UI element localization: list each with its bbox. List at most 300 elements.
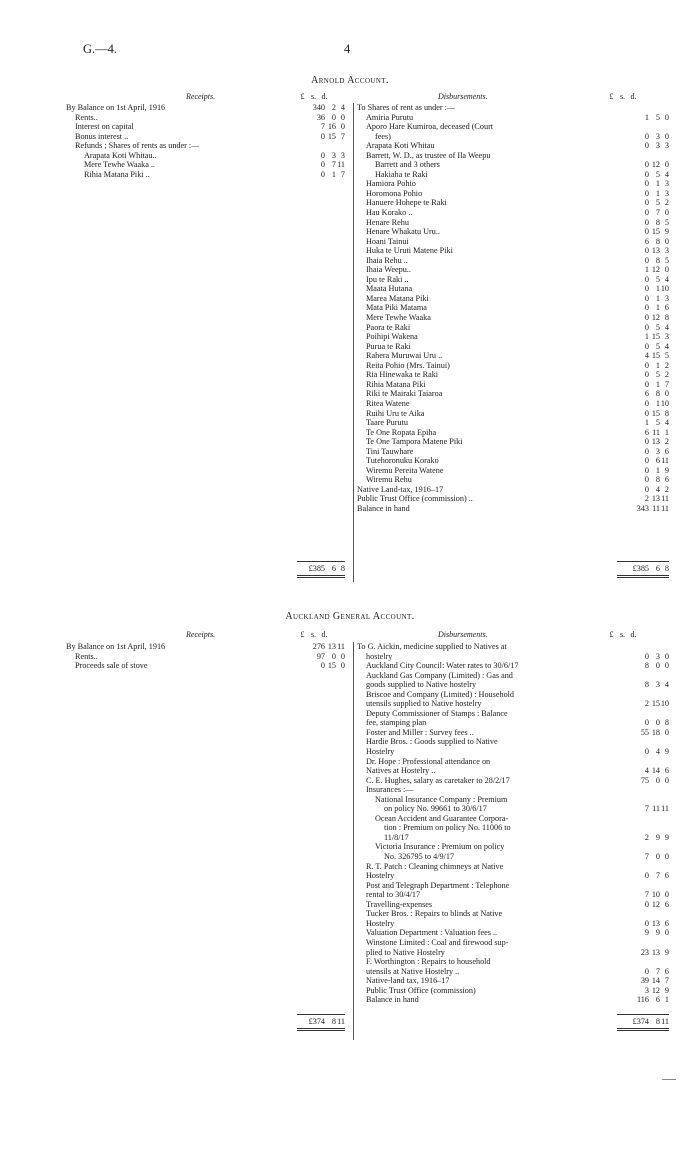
amount-shillings: 1 [655, 379, 660, 389]
ledger-line [357, 785, 669, 795]
ledger-line-amount [621, 766, 669, 776]
amount-pence: 3 [664, 332, 669, 342]
ledger-line [357, 189, 669, 199]
ledger-line-description: Wiremu Rehu [366, 475, 412, 485]
amount-shillings: 7 [655, 208, 660, 218]
ledger-line-description: Briscoe and Company (Limited) : Household [366, 689, 515, 699]
amount-shillings: 15 [651, 227, 660, 237]
amount-pounds: 0 [644, 160, 649, 170]
ledger-line-description: Dr. Hope : Professional attendance on [366, 756, 491, 766]
ledger-line-description: Huka te Uruti Matene Piki [366, 246, 453, 256]
ledger-line [66, 642, 345, 652]
ledger-line-description: Rahera Muruwai Uru .. [366, 351, 443, 361]
amount-shillings: 1 [655, 398, 660, 408]
amount-shillings: 5 [655, 274, 660, 284]
ledger-line [357, 370, 669, 380]
ledger-line-amount [621, 747, 669, 757]
amount-pence: 6 [664, 766, 669, 776]
amount-pounds: 7 [644, 852, 649, 862]
amount-pounds: 6 [644, 236, 649, 246]
ledger-line [357, 409, 669, 419]
ledger-line [357, 179, 669, 189]
amount-shillings: 12 [651, 265, 660, 275]
ledger-line [357, 776, 669, 786]
amount-shillings: 1 [655, 360, 660, 370]
amount-pence: 3 [664, 246, 669, 256]
ledger-line-amount [621, 332, 669, 342]
ledger-line-description: Poihipi Wakena [366, 332, 418, 342]
ledger-line-amount [297, 661, 345, 671]
amount-pence: 2 [664, 370, 669, 380]
ledger-line [357, 494, 669, 504]
amount-pence: 8 [664, 313, 669, 323]
amount-shillings: 11 [652, 503, 660, 513]
amount-pounds: 4 [644, 351, 649, 361]
ledger-line-description: plied to Native Hostelry [366, 947, 445, 957]
ledger-line-amount [621, 804, 669, 814]
ledger-line [357, 208, 669, 218]
ledger-line [357, 680, 669, 690]
amount-pounds: 340 [312, 103, 325, 112]
ledger-line [357, 246, 669, 256]
amount-pence: 3 [664, 293, 669, 303]
ledger-line [357, 113, 669, 123]
ledger-line-description: fees) [375, 131, 391, 141]
amount-pence: 4 [664, 274, 669, 284]
ledger-line [357, 418, 669, 428]
ledger-line [357, 986, 669, 996]
ledger-line [357, 795, 669, 805]
auckland-receipts-underline [297, 1028, 345, 1029]
ledger-line [357, 709, 669, 719]
ledger-line-description: Ocean Accident and Guarantee Corpora- [375, 813, 509, 823]
amount-shillings: 14 [651, 766, 660, 776]
amount-pence: 9 [664, 832, 669, 842]
amount-pounds: 0 [644, 475, 649, 485]
amount-shillings: 4 [655, 484, 660, 494]
ledger-line-description: Barrett and 3 others [375, 160, 440, 170]
auckland-disbursements-list [357, 642, 669, 1005]
amount-shillings: 1 [655, 179, 660, 189]
amount-shillings: 5 [655, 169, 660, 179]
ledger-line-description: Horomona Pohio [366, 188, 423, 198]
amount-pounds: 1 [644, 265, 649, 275]
ledger-line-description: Hostelry [366, 747, 395, 757]
ledger-line-description: National Insurance Company : Premium [375, 794, 508, 804]
ledger-line-description: fee, stamping plan [366, 718, 427, 728]
ledger-line-description: Aporo Hare Kumiroa, deceased (Court [366, 122, 494, 132]
amount-pence: 3 [664, 141, 669, 151]
amount-pence: 6 [664, 475, 669, 485]
ledger-line-description: By Balance on 1st April, 1916 [66, 642, 166, 651]
ledger-line [357, 804, 669, 814]
arnold-receipts-heading: Receipts. [186, 92, 216, 101]
ledger-line [357, 313, 669, 323]
amount-pounds: 0 [644, 408, 649, 418]
amount-pence: 2 [664, 484, 669, 494]
ledger-line [357, 757, 669, 767]
arnold-account-title: Arnold Account. [311, 75, 389, 86]
ledger-line-description: Ritea Watene [366, 398, 410, 408]
amount-pounds: 39 [640, 976, 649, 986]
ledger-line-description: Henare Whakatu Uru.. [366, 227, 440, 237]
ledger-line [357, 928, 669, 938]
ledger-line-description: Natives at Hostelry .. [366, 766, 436, 776]
ledger-line-amount [297, 113, 345, 123]
amount-shillings: 7 [655, 871, 660, 881]
ledger-line-amount [621, 256, 669, 266]
ledger-line [357, 389, 669, 399]
ledger-line-description: Public Trust Office (commission) [366, 985, 476, 995]
ledger-line [357, 399, 669, 409]
page-header [0, 42, 700, 59]
ledger-line [357, 218, 669, 228]
amount-pence: 0 [664, 160, 669, 170]
arnold-disbursements-underline [617, 575, 669, 576]
ledger-line-amount [621, 313, 669, 323]
amount-pence: 7 [340, 131, 345, 141]
auckland-disbursements-underline [617, 1028, 669, 1029]
ledger-line-description: Paora te Raki [366, 322, 411, 332]
amount-pounds: 0 [644, 871, 649, 881]
amount-pence: 9 [664, 947, 669, 957]
ledger-line-description: Refunds ; Shares of rents as under :— [75, 141, 200, 151]
amount-pounds: 3 [644, 985, 649, 995]
amount-pounds: 55 [640, 727, 649, 737]
amount-pence: 8 [664, 718, 669, 728]
amount-pence: 10 [660, 398, 669, 408]
amount-pence: 0 [664, 661, 669, 671]
amount-shillings: 5 [655, 198, 660, 208]
ledger-line [357, 862, 669, 872]
amount-pounds: 0 [644, 208, 649, 218]
ledger-line-description: Bonus interest .. [75, 131, 129, 141]
arnold-disbursements-list [357, 103, 669, 514]
amount-shillings: 4 [655, 747, 660, 757]
amount-pence: 4 [664, 169, 669, 179]
ledger-line-amount [621, 380, 669, 390]
arnold-disbursements-total: £385 6 8 [632, 564, 669, 573]
ledger-line-description: Balance in hand [357, 503, 410, 513]
arnold-receipts-total: £385 6 8 [308, 564, 345, 573]
amount-pounds: 343 [636, 503, 649, 513]
amount-pounds: 0 [644, 198, 649, 208]
amount-pounds: 0 [644, 246, 649, 256]
ledger-line-amount [621, 890, 669, 900]
ledger-line-description: Foster and Miller : Survey fees .. [366, 727, 474, 737]
auckland-disbursements-total: £374 8 11 [632, 1017, 669, 1026]
amount-pence: 4 [664, 322, 669, 332]
ledger-line-description: Deputy Commissioner of Stamps : Balance [366, 708, 508, 718]
amount-pounds: 0 [644, 718, 649, 728]
amount-pence: 6 [664, 871, 669, 881]
ledger-line [357, 151, 669, 161]
auckland-receipts-list [66, 642, 345, 671]
amount-pence: 0 [664, 651, 669, 661]
ledger-line-description: R. T. Patch : Cleaning chimneys at Native [366, 861, 504, 871]
ledger-line-amount [621, 447, 669, 457]
ledger-line [66, 652, 345, 662]
ledger-line-description: goods supplied to Native hostelry [366, 680, 477, 690]
ledger-line-amount [621, 652, 669, 662]
ledger-line-description: 11/8/17 [384, 832, 409, 842]
ledger-line-description: Native Land-tax, 1916–17 [357, 484, 444, 494]
amount-shillings: 8 [655, 389, 660, 399]
ledger-line-amount [621, 928, 669, 938]
amount-pounds: 0 [644, 169, 649, 179]
amount-shillings: 13 [651, 947, 660, 957]
ledger-line-description: To G. Aickin, medicine supplied to Natives at [357, 642, 507, 651]
ledger-line-description: Native-land tax, 1916–17 [366, 976, 450, 986]
amount-pence: 1 [664, 427, 669, 437]
amount-pence: 11 [337, 160, 345, 170]
amount-pounds: 1 [644, 418, 649, 428]
ledger-line [66, 122, 345, 132]
ledger-line-amount [621, 113, 669, 123]
amount-pence: 0 [664, 131, 669, 141]
ledger-line [357, 881, 669, 891]
amount-shillings: 6 [655, 995, 660, 1005]
amount-shillings: 0 [655, 775, 660, 785]
amount-shillings: 15 [327, 131, 336, 141]
ledger-line-amount [621, 399, 669, 409]
ledger-line-amount [297, 160, 345, 170]
ledger-line [357, 766, 669, 776]
amount-shillings: 5 [655, 418, 660, 428]
ledger-line [357, 428, 669, 438]
amount-shillings: 3 [655, 446, 660, 456]
amount-pence: 4 [664, 418, 669, 428]
arnold-disbursements-rule [617, 561, 669, 562]
ledger-line-amount [621, 351, 669, 361]
ledger-line-amount [621, 680, 669, 690]
amount-shillings: 0 [331, 651, 336, 661]
amount-shillings: 13 [651, 437, 660, 447]
ledger-line-amount [621, 389, 669, 399]
amount-shillings: 8 [655, 255, 660, 265]
auckland-disbursements-heading: Disbursements. [438, 630, 488, 639]
amount-pence: 5 [664, 255, 669, 265]
amount-pounds: 0 [320, 150, 325, 160]
ledger-line-amount [621, 170, 669, 180]
arnold-receipts-underline [297, 575, 345, 576]
ledger-line [357, 294, 669, 304]
ledger-line-amount [621, 428, 669, 438]
amount-pence: 4 [664, 680, 669, 690]
ledger-line-amount [621, 361, 669, 371]
amount-shillings: 0 [655, 718, 660, 728]
amount-pounds: 23 [640, 947, 649, 957]
amount-pence: 3 [664, 188, 669, 198]
amount-shillings: 9 [655, 928, 660, 938]
ledger-line [357, 823, 669, 833]
amount-pounds: 2 [644, 699, 649, 709]
ledger-line-description: Hakiaha te Raki [375, 169, 428, 179]
amount-shillings: 1 [331, 169, 336, 179]
ledger-line [357, 170, 669, 180]
ledger-line-description: Ipu te Raki .. [366, 274, 409, 284]
ledger-line-amount [621, 995, 669, 1005]
amount-pence: 4 [664, 341, 669, 351]
ledger-line-amount [621, 179, 669, 189]
amount-pounds: 2 [644, 494, 649, 504]
auckland-divider [353, 642, 354, 1040]
ledger-line-description: Tutehoronuku Korako [366, 456, 439, 466]
ledger-line [357, 967, 669, 977]
report-reference: G.—4. [83, 42, 118, 56]
amount-shillings: 13 [651, 246, 660, 256]
amount-shillings: 14 [651, 976, 660, 986]
ledger-line [357, 690, 669, 700]
amount-shillings: 10 [651, 890, 660, 900]
ledger-line [357, 380, 669, 390]
ledger-line-amount [621, 871, 669, 881]
amount-pence: 9 [664, 227, 669, 237]
ledger-line-amount [297, 642, 345, 652]
ledger-line [357, 332, 669, 342]
amount-pounds: 0 [644, 255, 649, 265]
amount-pence: 2 [664, 198, 669, 208]
ledger-line-amount [621, 246, 669, 256]
ledger-line-amount [621, 342, 669, 352]
arnold-receipts-list [66, 103, 345, 179]
amount-pounds: 9 [644, 928, 649, 938]
amount-pounds: 2 [644, 832, 649, 842]
ledger-line-amount [621, 967, 669, 977]
ledger-line-description: hostelry [366, 651, 393, 661]
ledger-line-description: Te One Ropata Epiha [366, 427, 437, 437]
ledger-line-amount [621, 456, 669, 466]
amount-pence: 3 [664, 179, 669, 189]
ledger-line-amount [621, 504, 669, 514]
ledger-line [357, 351, 669, 361]
amount-shillings: 0 [655, 852, 660, 862]
ledger-line-description: Amiria Purutu [366, 112, 414, 122]
ledger-line [66, 661, 345, 671]
ledger-line-description: Tini Tauwhare [366, 446, 414, 456]
ledger-line-amount [621, 776, 669, 786]
amount-pence: 5 [664, 217, 669, 227]
ledger-line-description: Rents.. [75, 112, 98, 122]
ledger-line-amount [621, 976, 669, 986]
ledger-line [357, 437, 669, 447]
arnold-disbursements-heading: Disbursements. [438, 92, 488, 101]
ledger-line-amount [621, 466, 669, 476]
amount-pounds: 0 [644, 651, 649, 661]
arnold-receipts-underline-2 [297, 577, 345, 578]
ledger-line [357, 361, 669, 371]
amount-shillings: 12 [651, 160, 660, 170]
amount-pence: 6 [664, 899, 669, 909]
amount-pounds: 116 [637, 995, 649, 1005]
amount-shillings: 15 [327, 661, 336, 671]
amount-pence: 9 [664, 747, 669, 757]
amount-pence: 11 [661, 503, 669, 513]
amount-pounds: 0 [320, 169, 325, 179]
ledger-line-amount [621, 237, 669, 247]
ledger-line-description: Valuation Department : Valuation fees .. [366, 928, 498, 938]
amount-shillings: 3 [331, 150, 336, 160]
amount-pence: 7 [340, 169, 345, 179]
amount-pounds: 36 [316, 112, 325, 122]
amount-shillings: 9 [655, 832, 660, 842]
ledger-line [357, 323, 669, 333]
ledger-line [357, 737, 669, 747]
ledger-line-amount [297, 103, 345, 113]
ledger-line-amount [621, 141, 669, 151]
ledger-line-description: Public Trust Office (commission) .. [357, 494, 473, 504]
ledger-line-amount [621, 275, 669, 285]
ledger-line-description: Hardie Bros. : Goods supplied to Native [366, 737, 498, 747]
amount-pounds: 0 [644, 360, 649, 370]
auckland-disbursements-underline-2 [617, 1030, 669, 1031]
amount-shillings: 1 [655, 284, 660, 294]
amount-shillings: 5 [655, 370, 660, 380]
ledger-line-amount [621, 418, 669, 428]
amount-shillings: 3 [655, 651, 660, 661]
ledger-line [66, 103, 345, 113]
amount-pence: 0 [664, 775, 669, 785]
amount-pence: 6 [664, 303, 669, 313]
amount-pence: 0 [340, 122, 345, 132]
ledger-line-amount [621, 208, 669, 218]
ledger-line [66, 113, 345, 123]
ledger-line-amount [621, 494, 669, 504]
amount-pence: 0 [340, 661, 345, 671]
amount-pence: 5 [664, 351, 669, 361]
ledger-line [357, 504, 669, 514]
amount-pounds: 0 [644, 188, 649, 198]
amount-pounds: 0 [320, 160, 325, 170]
amount-pence: 0 [664, 727, 669, 737]
ledger-line-amount [621, 132, 669, 142]
ledger-line [357, 871, 669, 881]
ledger-line-description: Arapata Koti Whitau.. [84, 150, 157, 160]
ledger-line [357, 976, 669, 986]
ledger-line-description: Mata Piki Matama [366, 303, 427, 313]
ledger-line-description: Mere Tewhe Waaka .. [84, 160, 155, 170]
amount-shillings: 0 [655, 661, 660, 671]
ledger-line [357, 995, 669, 1005]
amount-pounds: 0 [644, 398, 649, 408]
ledger-line [357, 728, 669, 738]
amount-shillings: 15 [651, 699, 660, 709]
ledger-line [66, 170, 345, 180]
ledger-line [357, 642, 669, 652]
amount-pence: 9 [664, 465, 669, 475]
amount-pence: 2 [664, 437, 669, 447]
amount-pounds: 0 [644, 484, 649, 494]
ledger-line-amount [621, 661, 669, 671]
amount-pence: 0 [664, 236, 669, 246]
ledger-line-amount [621, 409, 669, 419]
ledger-line-description: tion : Premium on policy No. 11006 to [384, 823, 511, 833]
amount-pounds: 0 [644, 379, 649, 389]
amount-shillings: 5 [655, 322, 660, 332]
ledger-line-amount [621, 303, 669, 313]
amount-pounds: 0 [644, 141, 649, 151]
ledger-line-description: Taare Purutu [366, 418, 408, 428]
ledger-line [357, 466, 669, 476]
amount-pounds: 7 [320, 122, 325, 132]
ledger-line [357, 256, 669, 266]
amount-pence: 0 [664, 112, 669, 122]
amount-pence: 8 [664, 408, 669, 418]
ledger-line [357, 900, 669, 910]
amount-pounds: 4 [644, 766, 649, 776]
amount-shillings: 7 [331, 160, 336, 170]
amount-pounds: 0 [644, 918, 649, 928]
